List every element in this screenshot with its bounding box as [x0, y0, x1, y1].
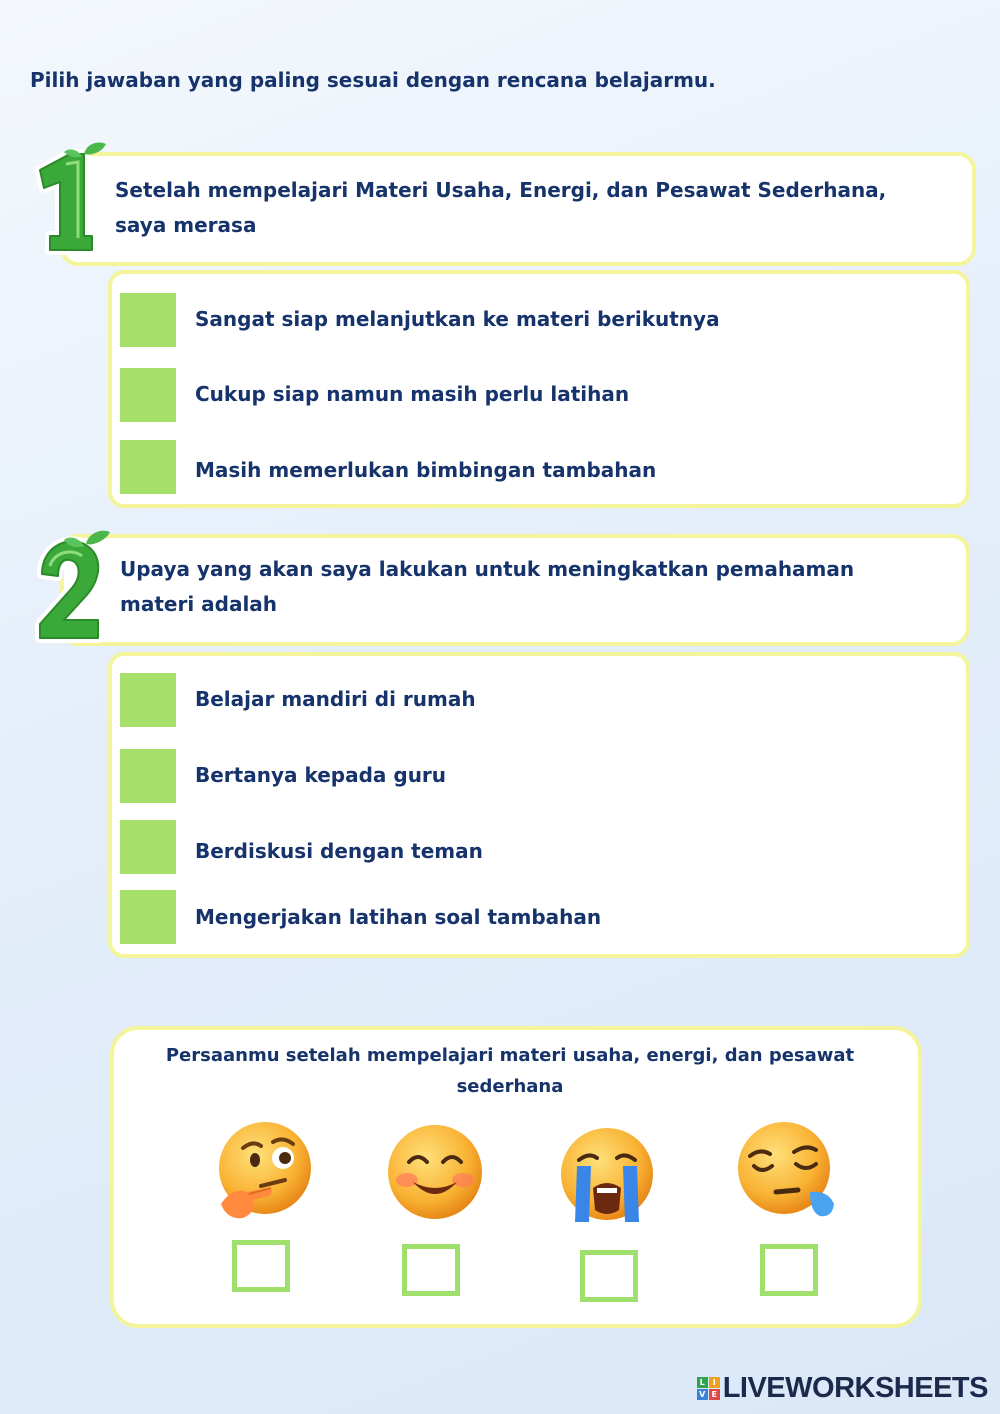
smiling-face-icon [385, 1122, 485, 1222]
option-2a-label: Belajar mandiri di rumah [195, 687, 476, 711]
logo-letter-v: V [697, 1389, 708, 1400]
option-1b-label: Cukup siap namun masih perlu latihan [195, 382, 630, 406]
feelings-title-line-2: sederhana [456, 1076, 564, 1097]
feelings-title-line-1: Persaanmu setelah mempelajari materi usaha, energi, dan pesawat [165, 1045, 855, 1066]
instruction-text: Pilih jawaban yang paling sesuai dengan rencana belajarmu. [30, 68, 716, 92]
number-2-badge-icon [28, 526, 118, 650]
question-2-text [120, 552, 854, 622]
thinking-face-icon [213, 1120, 313, 1220]
feeling-crying-checkbox[interactable] [580, 1250, 638, 1302]
feelings-title [150, 1040, 870, 1102]
logo-letter-i: I [709, 1377, 720, 1388]
question-1-text [115, 173, 886, 243]
logo-letter-l: L [697, 1377, 708, 1388]
option-2a-box[interactable] [120, 673, 176, 727]
option-2c-box[interactable] [120, 820, 176, 874]
option-2c-label: Berdiskusi dengan teman [195, 839, 483, 863]
feeling-sleepy-checkbox[interactable] [760, 1244, 818, 1296]
feeling-smiling-checkbox[interactable] [402, 1244, 460, 1296]
option-2d-box[interactable] [120, 890, 176, 944]
question-2-line-1: Upaya yang akan saya lakukan untuk meningkatkan pemahaman [120, 557, 855, 581]
option-2d-label: Mengerjakan latihan soal tambahan [195, 905, 602, 929]
sleepy-face-icon [736, 1120, 836, 1220]
question-2-line-2: materi adalah [120, 592, 278, 616]
liveworksheets-name: LIVEWORKSHEETS [722, 1372, 988, 1404]
feeling-thinking-checkbox[interactable] [232, 1240, 290, 1292]
logo-letter-e: E [709, 1389, 720, 1400]
question-1-line-1: Setelah mempelajari Materi Usaha, Energi, dan Pesawat Sederhana, [115, 178, 887, 202]
option-1c-box[interactable] [120, 440, 176, 494]
liveworksheets-logo-icon [697, 1377, 720, 1400]
liveworksheets-brand [697, 1372, 988, 1405]
option-2b-label: Bertanya kepada guru [195, 763, 447, 787]
question-1-line-2: saya merasa [115, 213, 257, 237]
option-1c-label: Masih memerlukan bimbingan tambahan [195, 458, 657, 482]
option-1b-box[interactable] [120, 368, 176, 422]
option-1a-label: Sangat siap melanjutkan ke materi berikutnya [195, 307, 720, 331]
crying-face-icon [557, 1126, 657, 1226]
option-1a-box[interactable] [120, 293, 176, 347]
option-2b-box[interactable] [120, 749, 176, 803]
number-1-badge-icon [26, 140, 108, 256]
